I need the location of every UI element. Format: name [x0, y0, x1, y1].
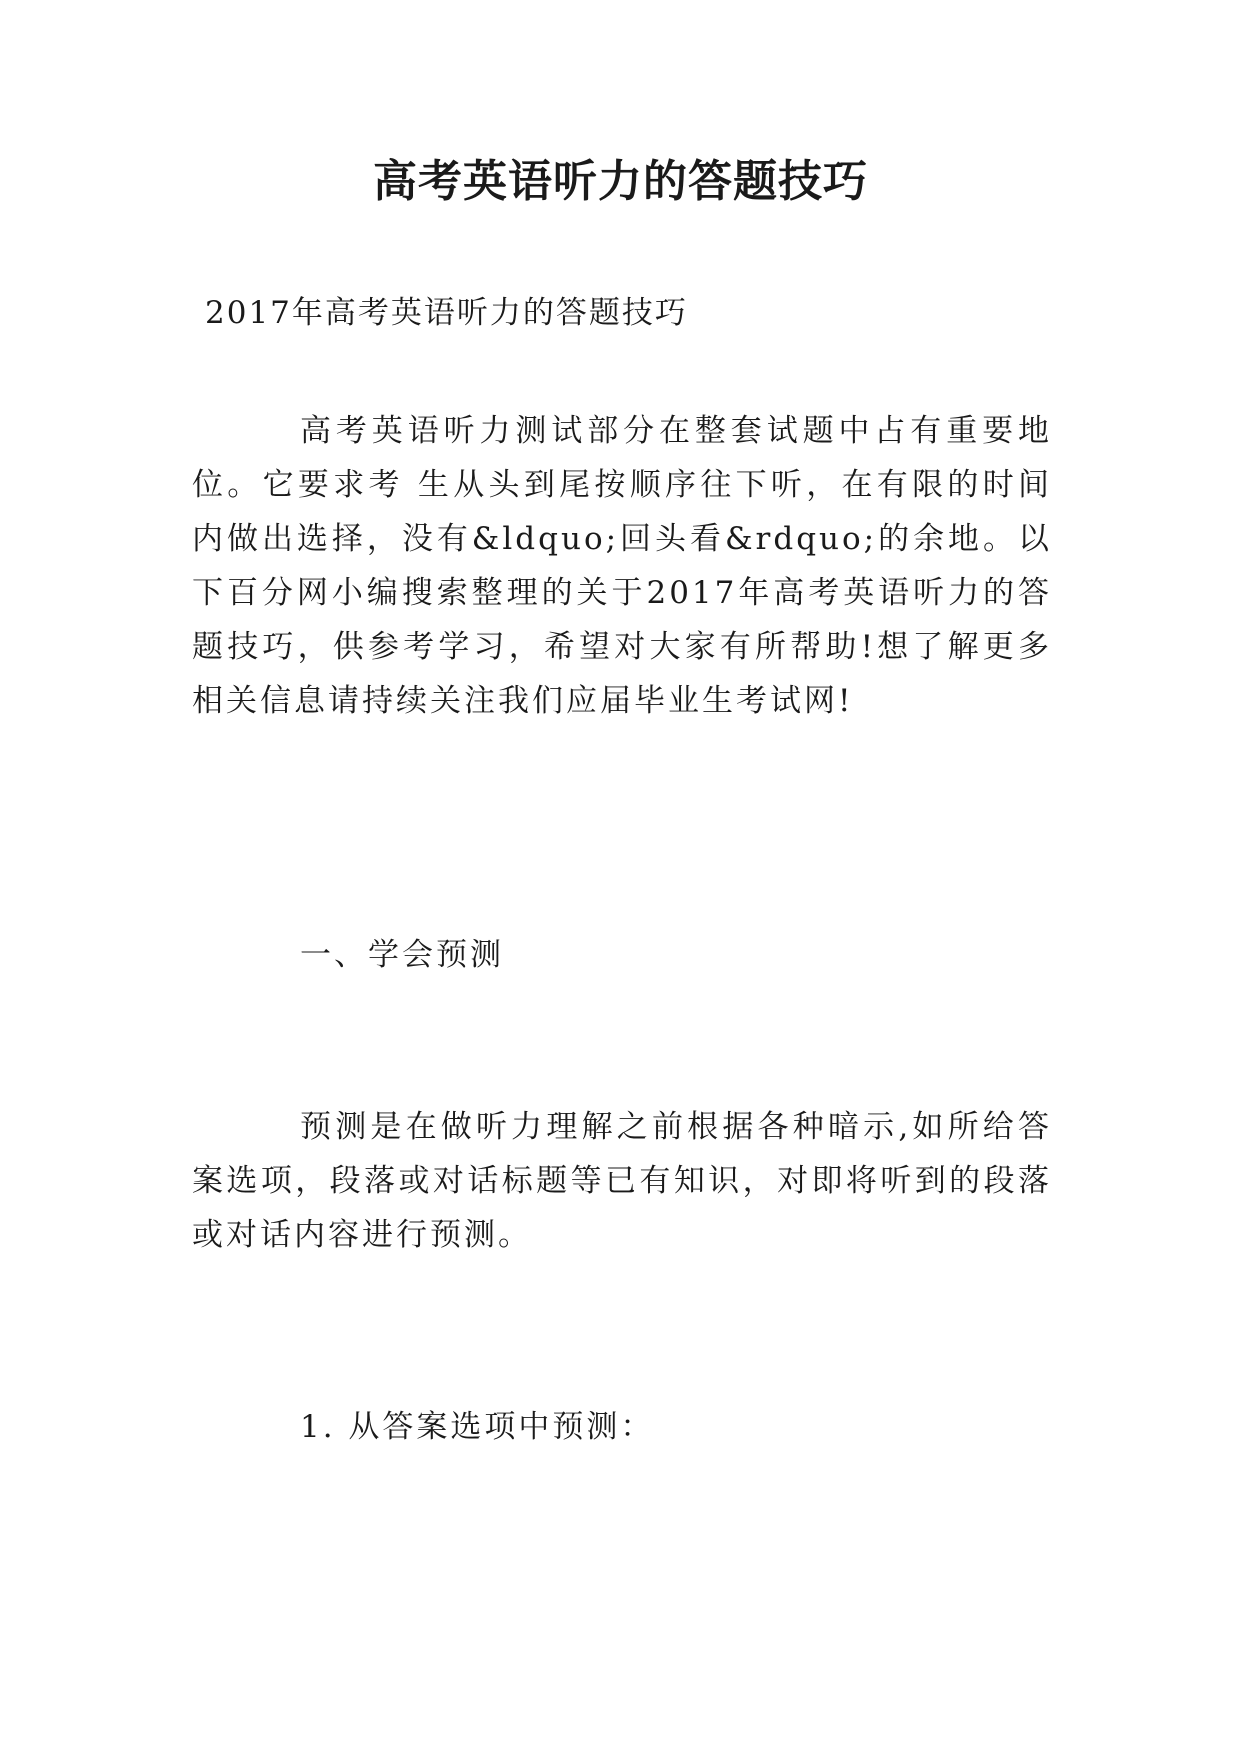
- document-subtitle: 2017年高考英语听力的答题技巧: [205, 295, 688, 331]
- section-paragraph: 预测是在做听力理解之前根据各种暗示,如所给答案选项，段落或对话标题等已有知识，对即将听到的段落或对话内容进行预测。: [192, 1109, 1052, 1253]
- section-heading: 一、学会预测: [300, 937, 504, 973]
- intro-paragraph: 高考英语听力测试部分在整套试题中占有重要地位。它要求考 生从头到尾按顺序往下听，在有限的时间内做出选择，没有&ldquo;回头看&rdquo;的余地。以下百分网小编搜索整理的关于2017年高考英语听力的答题技巧，供参考学习，希望对大家有所帮助!想了解更多相关信息请持续关注我们应届毕业生考试网!: [192, 413, 1052, 719]
- document-title: 高考英语听力的答题技巧: [373, 156, 868, 207]
- subsection-heading: 1. 从答案选项中预测：: [300, 1409, 655, 1445]
